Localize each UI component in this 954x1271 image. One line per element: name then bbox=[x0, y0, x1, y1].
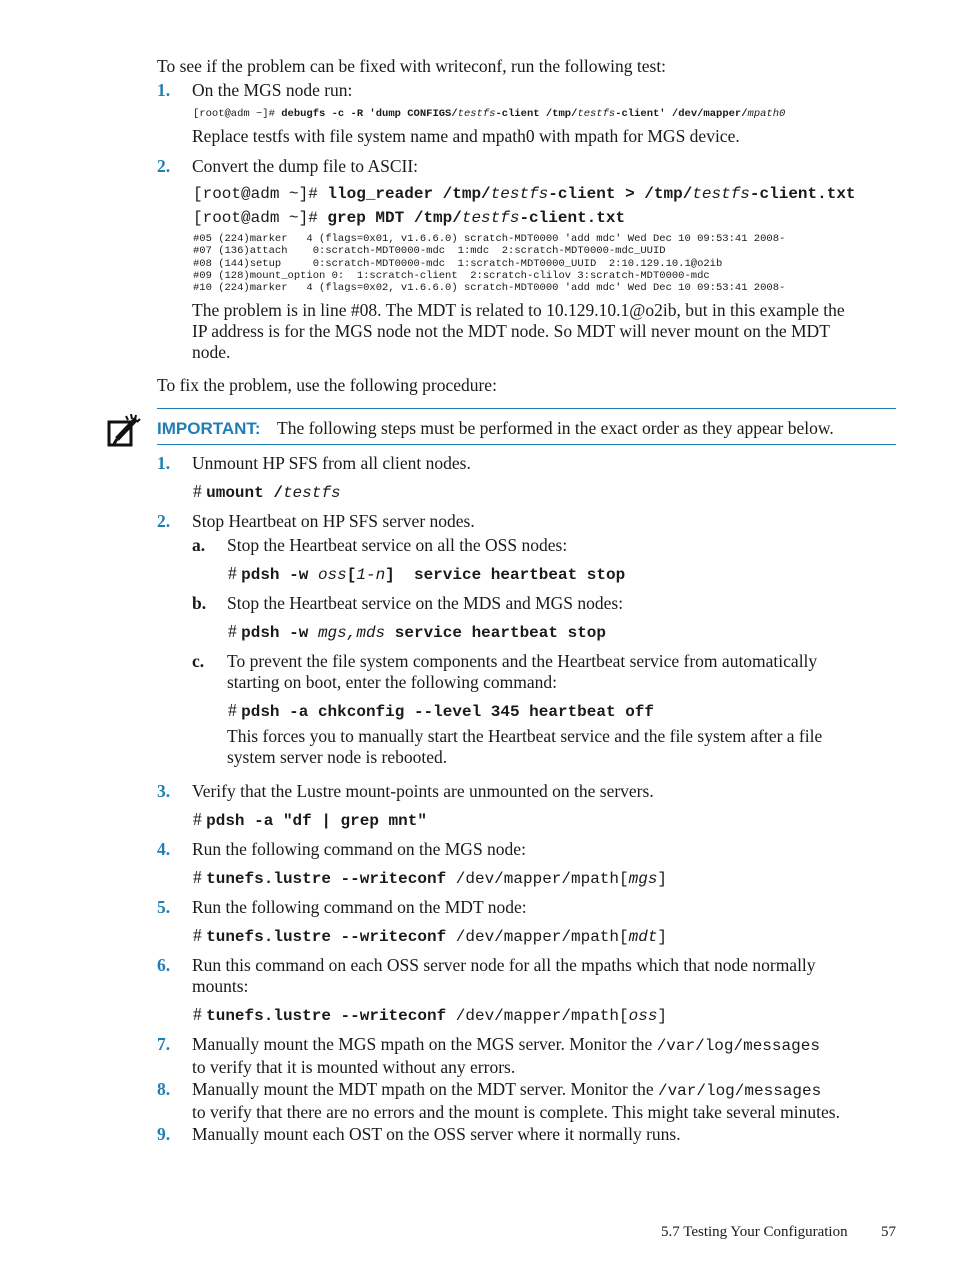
step-text: Run the following command on the MGS node: bbox=[192, 839, 526, 859]
dump-output bbox=[193, 233, 785, 294]
command-pdsh-mgs-mds: # pdsh -w mgs,mds service heartbeat stop bbox=[228, 621, 606, 642]
substep-letter: a. bbox=[192, 535, 206, 555]
footer-section-title: 5.7 Testing Your Configuration bbox=[661, 1224, 848, 1240]
substep-letter: c. bbox=[192, 651, 205, 671]
command-chkconfig: # pdsh -a chkconfig --level 345 heartbeat off bbox=[228, 700, 654, 721]
test-step-number: 2. bbox=[157, 156, 171, 176]
test-step-text: On the MGS node run: bbox=[192, 80, 353, 100]
important-top-rule bbox=[157, 408, 896, 409]
important-note-icon bbox=[106, 414, 142, 448]
step-number: 9. bbox=[157, 1124, 171, 1144]
dump-line: #07 (136)attach 0:scratch-MDT0000-mdc 1:mdc 2:scratch-MDT0000-mdc_UUID bbox=[193, 245, 666, 258]
step-text: Stop Heartbeat on HP SFS server nodes. bbox=[192, 511, 475, 531]
command-tunefs-mdt: # tunefs.lustre --writeconf /dev/mapper/mpath[mdt] bbox=[193, 925, 668, 946]
substep-text: Stop the Heartbeat service on the MDS and MGS nodes: bbox=[227, 593, 624, 613]
dump-line: #09 (128)mount_option 0: 1:scratch-client 2:scratch-clilov 3:scratch-MDT0000-mdc bbox=[193, 269, 710, 282]
command-debugfs: [root@adm ~]# debugfs -c -R 'dump CONFIGS/testfs-client /tmp/testfs-client' /dev/mapper/mpath0 bbox=[193, 108, 786, 120]
step-text: Manually mount the MDT mpath on the MDT server. Monitor the /var/log/messages to verify that there are no errors and the mount is complete. This might take several minutes. bbox=[192, 1079, 840, 1122]
step-number: 1. bbox=[157, 453, 171, 473]
step-text: Run this command on each OSS server node for all the mpaths which that node normally mounts: bbox=[192, 955, 816, 996]
important-text: The following steps must be performed in the exact order as they appear below. bbox=[277, 418, 834, 438]
intro-text: To see if the problem can be fixed with writeconf, run the following test: bbox=[157, 56, 667, 76]
step-number: 3. bbox=[157, 781, 171, 801]
substep-note: This forces you to manually start the Heartbeat service and the file system after a file system server node is rebooted. bbox=[227, 726, 823, 767]
step-number: 7. bbox=[157, 1034, 171, 1054]
dump-line: #05 (224)marker 4 (flags=0x01, v1.6.6.0) scratch-MDT0000 'add mdc' Wed Dec 10 09:53:41 2008- bbox=[193, 233, 786, 245]
command-grep: [root@adm ~]# grep MDT /tmp/testfs-client.txt bbox=[193, 209, 626, 227]
fix-intro: To fix the problem, use the following procedure: bbox=[157, 375, 497, 395]
step-text: Manually mount the MGS mpath on the MGS server. Monitor the /var/log/messages to verify that it is mounted without any errors. bbox=[192, 1034, 820, 1077]
step-text: Manually mount each OST on the OSS server where it normally runs. bbox=[192, 1124, 681, 1144]
command-tunefs-oss: # tunefs.lustre --writeconf /dev/mapper/mpath[oss] bbox=[193, 1004, 668, 1025]
replace-note: Replace testfs with file system name and mpath0 with mpath for MGS device. bbox=[192, 126, 740, 146]
command-llog-reader: [root@adm ~]# llog_reader /tmp/testfs-client > /tmp/testfs-client.txt bbox=[193, 185, 856, 203]
step-number: 2. bbox=[157, 511, 171, 531]
step-text: Run the following command on the MDT node: bbox=[192, 897, 527, 917]
problem-paragraph: The problem is in line #08. The MDT is related to 10.129.10.1@o2ib, but in this example the IP address is for the MGS node not the MDT node. So MDT will never mount on the MDT node. bbox=[192, 300, 845, 362]
important-label: IMPORTANT: bbox=[157, 419, 261, 438]
step-text: Unmount HP SFS from all client nodes. bbox=[192, 453, 471, 473]
step-text: Verify that the Lustre mount-points are unmounted on the servers. bbox=[192, 781, 654, 801]
substep-text: To prevent the file system components and the Heartbeat service from automatically starting on boot, enter the following command: bbox=[227, 651, 818, 692]
command-umount: # umount /testfs bbox=[193, 481, 341, 502]
substep-letter: b. bbox=[192, 593, 207, 613]
step-number: 5. bbox=[157, 897, 171, 917]
command-pdsh-oss: # pdsh -w oss[1-n] service heartbeat stop bbox=[228, 563, 626, 584]
test-step-number: 1. bbox=[157, 80, 171, 100]
test-step-text: Convert the dump file to ASCII: bbox=[192, 156, 419, 176]
important-bottom-rule bbox=[157, 444, 896, 445]
dump-line: #10 (224)marker 4 (flags=0x02, v1.6.6.0) scratch-MDT0000 'add mdc' Wed Dec 10 09:53:41 2008- bbox=[193, 282, 786, 295]
command-pdsh-df: # pdsh -a "df | grep mnt" bbox=[193, 809, 427, 830]
step-number: 6. bbox=[157, 955, 171, 975]
dump-line: #08 (144)setup 0:scratch-MDT0000-mdc 1:scratch-MDT0000_UUID 2:10.129.10.1@o2ib bbox=[193, 257, 723, 270]
substep-text: Stop the Heartbeat service on all the OSS nodes: bbox=[227, 535, 568, 555]
step-number: 8. bbox=[157, 1079, 171, 1099]
footer-page-number: 57 bbox=[881, 1224, 896, 1240]
command-tunefs-mgs: # tunefs.lustre --writeconf /dev/mapper/mpath[mgs] bbox=[193, 867, 668, 888]
step-number: 4. bbox=[157, 839, 171, 859]
